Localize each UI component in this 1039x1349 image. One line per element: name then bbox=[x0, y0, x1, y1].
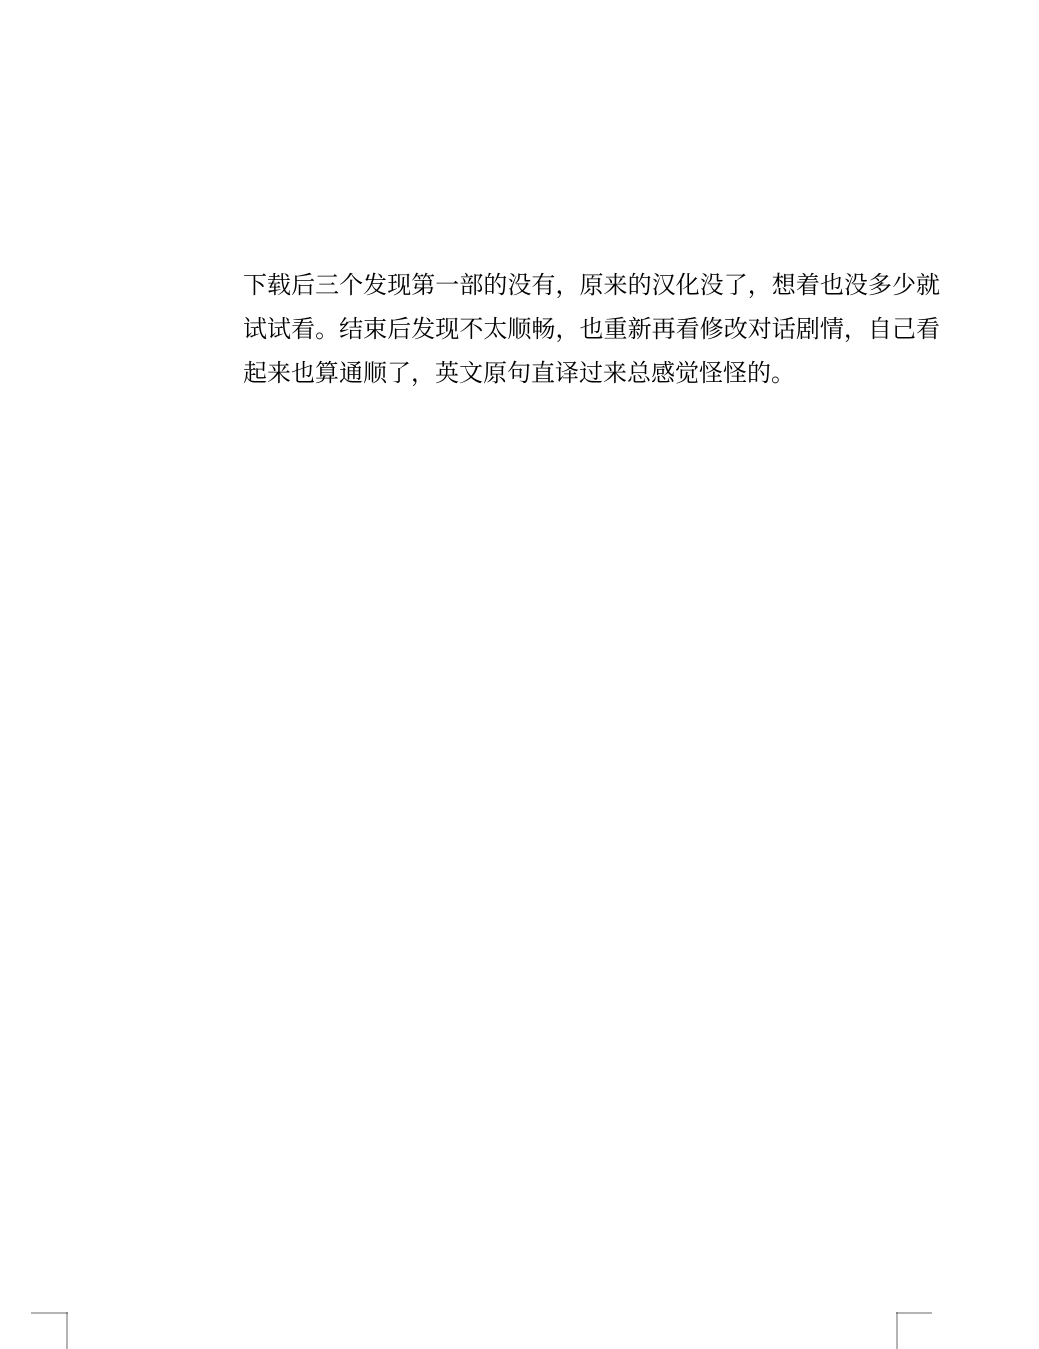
corner-mark-junction-dot bbox=[896, 1312, 898, 1314]
body-paragraph bbox=[243, 264, 940, 396]
text-line-3: 起来也算通顺了，英文原句直译过来总感觉怪怪的。 bbox=[243, 360, 795, 387]
corner-mark-vertical-line bbox=[896, 1312, 898, 1349]
corner-mark-vertical-line bbox=[66, 1312, 68, 1349]
text-line-2: 试试看。结束后发现不太顺畅，也重新再看修改对话剧情，自己看 bbox=[243, 316, 940, 343]
corner-mark-horizontal-line bbox=[31, 1312, 67, 1314]
corner-mark-junction-dot bbox=[66, 1312, 68, 1314]
text-line-1: 下载后三个发现第一部的没有，原来的汉化没了，想着也没多少就 bbox=[243, 272, 940, 299]
corner-mark-horizontal-line bbox=[896, 1312, 932, 1314]
